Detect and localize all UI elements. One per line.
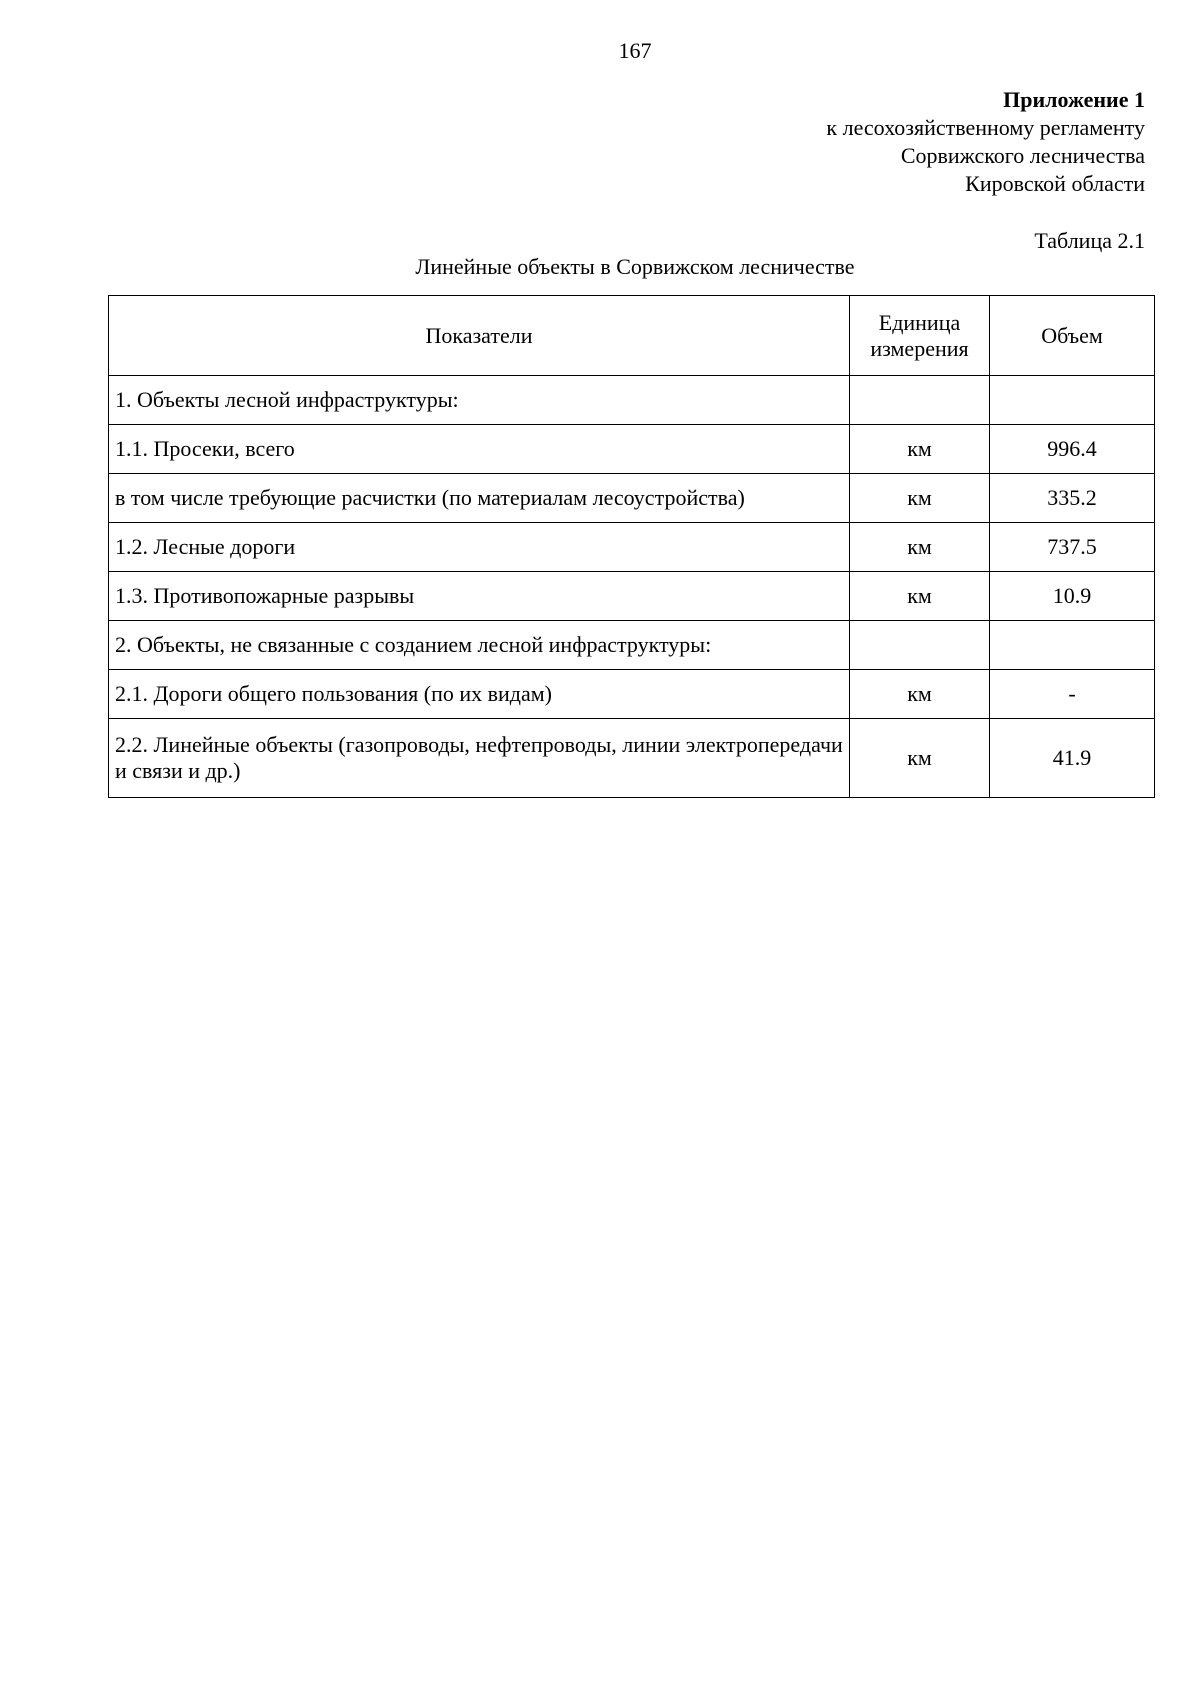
table-number: Таблица 2.1 — [1034, 228, 1145, 253]
cell-volume — [990, 621, 1155, 670]
cell-indicator: в том числе требующие расчистки (по материалам лесоустройства) — [109, 474, 850, 523]
cell-unit: км — [850, 425, 990, 474]
cell-unit: км — [850, 474, 990, 523]
table-row — [109, 425, 1155, 474]
appendix-line: Кировской области — [965, 171, 1145, 196]
table-row — [109, 523, 1155, 572]
cell-indicator: 2.2. Линейные объекты (газопроводы, нефтепроводы, линии электропередачи и связи и др.) — [109, 719, 850, 798]
cell-unit — [850, 621, 990, 670]
header-indicator: Показатели — [109, 296, 850, 376]
appendix-title: Приложение 1 — [1003, 87, 1145, 112]
table-header-row — [109, 296, 1155, 376]
cell-volume: - — [990, 670, 1155, 719]
appendix-line: к лесохозяйственному регламенту — [826, 115, 1145, 140]
table-row — [109, 572, 1155, 621]
table-row — [109, 719, 1155, 798]
cell-volume: 737.5 — [990, 523, 1155, 572]
page-number: 167 — [618, 38, 652, 63]
cell-unit: км — [850, 719, 990, 798]
cell-indicator: 1.2. Лесные дороги — [109, 523, 850, 572]
cell-volume: 41.9 — [990, 719, 1155, 798]
table-row — [109, 670, 1155, 719]
cell-indicator: 2. Объекты, не связанные с созданием лесной инфраструктуры: — [109, 621, 850, 670]
cell-unit — [850, 376, 990, 425]
linear-objects-table — [108, 295, 1155, 798]
table-row — [109, 621, 1155, 670]
appendix-line: Сорвижского лесничества — [900, 143, 1145, 168]
cell-volume: 335.2 — [990, 474, 1155, 523]
cell-unit: км — [850, 523, 990, 572]
appendix-header — [826, 86, 1145, 198]
cell-indicator: 1.3. Противопожарные разрывы — [109, 572, 850, 621]
cell-volume — [990, 376, 1155, 425]
cell-indicator: 1.1. Просеки, всего — [109, 425, 850, 474]
cell-unit: км — [850, 670, 990, 719]
table-caption: Линейные объекты в Сорвижском лесничестве — [415, 254, 855, 279]
header-unit: Единица измерения — [850, 296, 990, 376]
cell-unit: км — [850, 572, 990, 621]
table-row — [109, 474, 1155, 523]
cell-volume: 996.4 — [990, 425, 1155, 474]
cell-volume: 10.9 — [990, 572, 1155, 621]
table-row — [109, 376, 1155, 425]
header-volume: Объем — [990, 296, 1155, 376]
cell-indicator: 1. Объекты лесной инфраструктуры: — [109, 376, 850, 425]
cell-indicator: 2.1. Дороги общего пользования (по их видам) — [109, 670, 850, 719]
